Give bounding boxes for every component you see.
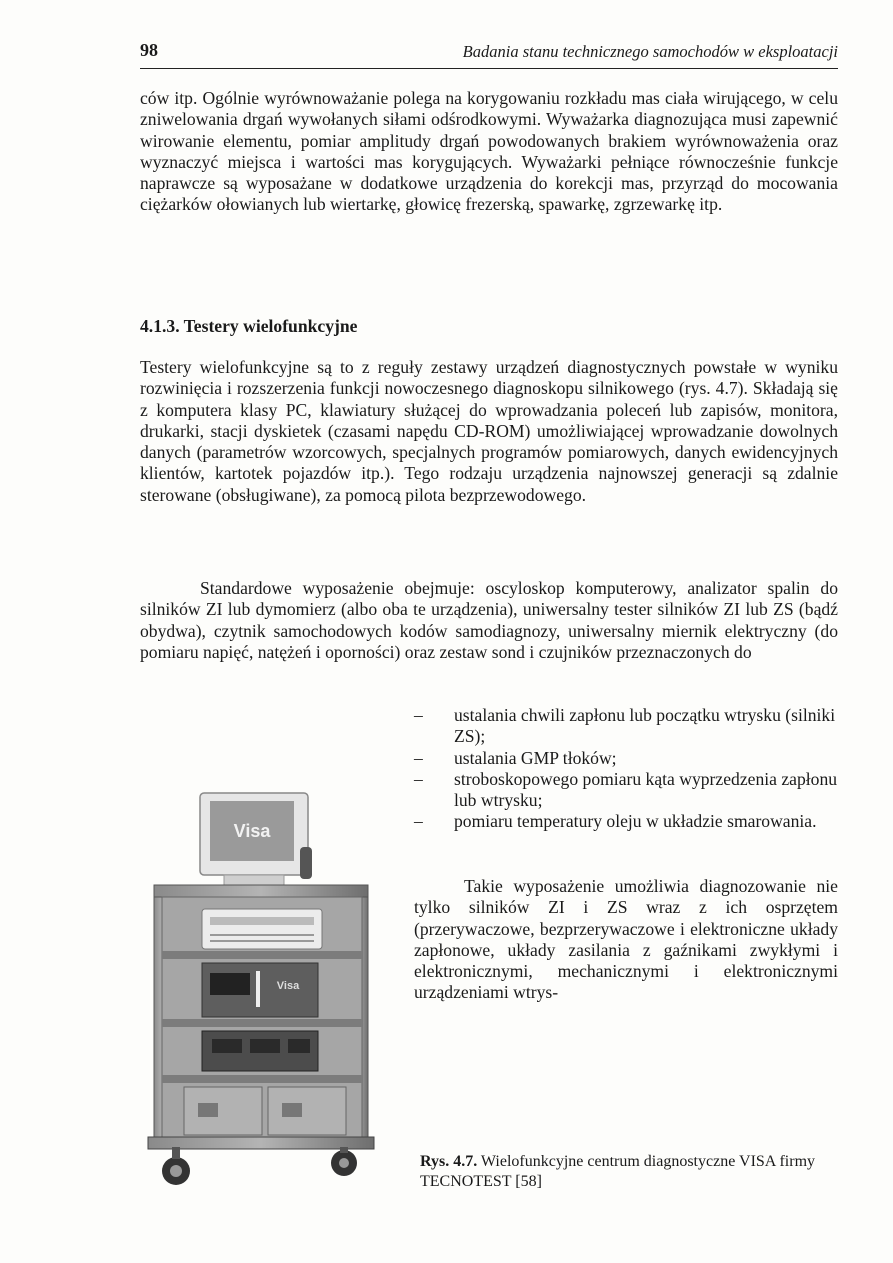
section-heading: 4.1.3. Testery wielofunkcyjne (140, 316, 358, 336)
caption-label: Rys. 4.7. (420, 1153, 478, 1170)
figure-caption (420, 1152, 838, 1192)
panel-brand-label: Visa (276, 980, 300, 992)
wheels-image (162, 1147, 357, 1185)
list-item: – stroboskopowego pomiaru kąta wyprzedzenia zapłonu lub wtrysku; (414, 769, 838, 812)
list-item: – ustalania GMP tłoków; (414, 748, 838, 769)
paragraph-diagnostics-scope: Takie wyposażenie umożliwia diagnozowanie nie tylko silników ZI i ZS wraz z ich osprzętem (przerywaczowe, bezprzerywaczowe i elektroniczne układy zapłonowe, układy zasilania z gaźnikami zwykłymi i elektronicznymi, mechanicznymi i elektronicznymi urządzeniami wtrys- (414, 876, 838, 1003)
list-item: – pomiaru temperatury oleju w układzie smarowania. (414, 811, 838, 832)
printer-image (202, 909, 322, 949)
analyzer-unit-image (202, 963, 318, 1017)
caption-text: Wielofunkcyjne centrum diagnostyczne VISA firmy TECNOTEST [58] (420, 1153, 816, 1190)
monitor-image (200, 793, 312, 885)
monitor-brand-label: Visa (233, 821, 271, 841)
running-title: Badania stanu technicznego samochodów w eksploatacji (462, 42, 838, 61)
diagnostic-station-figure (140, 785, 380, 1200)
paragraph-standard-equipment: Standardowe wyposażenie obejmuje: oscyloskop komputerowy, analizator spalin do silników ZI lub dymomierz (albo oba te urządzenia), uniwersalny tester silników ZI lub ZS (bądź obydwa), czytnik samochodowych kodów samodiagnozy, uniwersalny miernik elektryczny (do pomiaru napięć, natężeń i oporności) oraz zestaw sond i czujników przeznaczonych do (140, 578, 838, 662)
page-number: 98 (140, 40, 158, 60)
page-header (140, 40, 838, 69)
paragraph-multifunction-testers: Testery wielofunkcyjne są to z reguły zestawy urządzeń diagnostycznych powstałe w wyniku rozwinięcia i rozszerzenia funkcji nowoczesnego diagnoskopu silnikowego (rys. 4.7). Składają się z komputera klasy PC, klawiatury służącej do wprowadzania poleceń lub zapisów, monitora, drukarki, stacji dyskietek (czasami napędu CD-ROM) umożliwiającej wprowadzanie dowolnych danych (parametrów wzorcowych, specjalnych programów pomiarowych, danych ewidencyjnych klientów, kartotek pojazdów itp.). Tego rodzaju urządzenia najnowszej generacji są zdalnie sterowane (obsługiwane), za pomocą pilota bezprzewodowego. (140, 357, 838, 505)
sensor-list (414, 705, 838, 833)
engine-tester-image (202, 1031, 318, 1071)
paragraph-balancing: ców itp. Ogólnie wyrównoważanie polega na korygowaniu rozkładu mas ciała wirującego, w celu zniwelowania drgań wywołanych siłami odśrodkowymi. Wyważarka diagnozująca musi zapewnić wirowanie elementu, pomiar amplitudy drgań powodowanych brakiem wyrównoważenia oraz wyznaczyć miejsca i wartości mas korygujących. Wyważarki pełniące równocześnie funkcje naprawcze są wyposażane w dodatkowe urządzenia do korekcji mas, przyrząd do mocowania ciężarków ołowianych lub wiertarkę, głowicę frezerską, spawarkę, zgrzewarkę itp. (140, 88, 838, 215)
list-item: – ustalania chwili zapłonu lub początku wtrysku (silniki ZS); (414, 705, 838, 748)
